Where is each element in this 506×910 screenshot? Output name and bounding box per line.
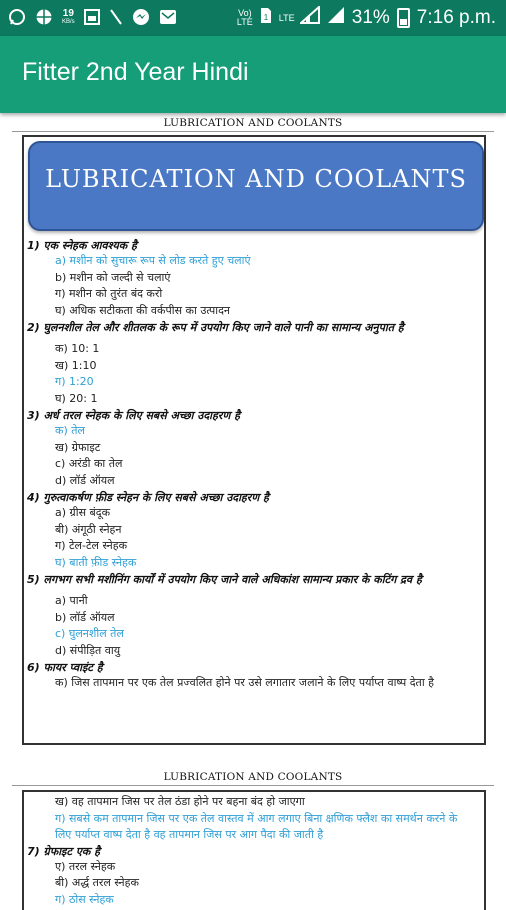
option-answer: ग) 1:20 <box>55 375 94 388</box>
option: a) पानी <box>55 594 88 607</box>
question: 2) घुलनशील तेल और शीतलक के रूप में उपयोग किए जाने वाले पानी का सामान्य अनुपात है <box>27 321 404 334</box>
data-speed-icon: 19 KB/s <box>62 8 75 25</box>
header-divider-2 <box>12 785 494 786</box>
volte-icon: Vo) LTE <box>236 8 253 27</box>
option: d) संपीड़ित वायु <box>55 643 121 657</box>
question: 5) लगभग सभी मशीनिंग कार्यों में उपयोग किए जाने वाले अधिकांश सामान्य प्रकार के कटिंग द्रव है <box>27 573 422 586</box>
option: ख) 1:10 <box>55 358 97 372</box>
option: ग) टेल-टेल स्नेहक <box>55 539 128 552</box>
option: घ) 20: 1 <box>55 391 98 405</box>
option: बी) अंगूठी स्नेहन <box>55 522 122 536</box>
clock: 7:16 p.m. <box>416 7 496 28</box>
option: क) 10: 1 <box>55 342 100 355</box>
option: a) ग्रीस बंदूक <box>55 506 111 519</box>
question-list <box>27 237 483 691</box>
option-answer: क) तेल <box>55 424 85 437</box>
lte-icon: LTE <box>278 12 295 23</box>
option: ख) वह तापमान जिस पर तेल ठंडा होने पर बहना बंद हो जाएगा <box>55 795 305 808</box>
option-answer: ग) ठोस स्नेहक <box>55 892 114 906</box>
option: ग) मशीन को तुरंत बंद करो <box>55 287 163 300</box>
option: बी) अर्द्ध तरल स्नेहक <box>55 876 139 889</box>
messenger-icon <box>132 8 150 29</box>
battery-percent: 31% <box>351 7 390 28</box>
option: d) लॉर्ड ऑयल <box>55 473 115 487</box>
email-icon <box>159 9 177 28</box>
option-answer: c) घुलनशील तेल <box>55 627 124 640</box>
option: b) मशीन को जल्दी से चलाएं <box>55 270 171 284</box>
question-list-2 <box>27 794 483 908</box>
signal-icon <box>300 6 320 30</box>
svg-text:1: 1 <box>263 12 268 22</box>
status-bar <box>0 0 506 36</box>
question: 4) गुरुत्वाकर्षण फ़ीड स्नेहन के लिए सबसे अच्छा उदाहरण है <box>27 491 269 504</box>
question: 7) ग्रेफाइट एक है <box>27 844 101 858</box>
whatsapp-icon <box>8 8 26 29</box>
image-icon <box>84 9 100 28</box>
option-answer: ग) सबसे कम तापमान जिस पर एक तेल वास्तव में आग लगाए बिना क्षणिक फ्लैश का समर्थन करने के लिए पर्याप्त वाष्प देता है वह तापमान जिस पर आग पैदा की जाती है <box>55 811 458 841</box>
option: घ) अधिक सटीकता की वर्कपीस का उत्पादन <box>55 303 231 317</box>
app-title: Fitter 2nd Year Hindi <box>22 58 249 86</box>
document-page-2[interactable] <box>22 790 486 910</box>
question: 6) फायर प्वाइंट है <box>27 661 103 674</box>
missed-call-icon <box>109 8 123 29</box>
page-header-2: LUBRICATION AND COOLANTS <box>163 771 343 783</box>
document-page[interactable] <box>22 135 486 745</box>
option-answer: a) मशीन को सुचारू रूप से लोड करते हुए चलाएं <box>55 254 251 267</box>
app-bar <box>0 36 506 113</box>
question: 3) अर्ध तरल स्नेहक के लिए सबसे अच्छा उदाहरण है <box>27 409 240 422</box>
option: क) जिस तापमान पर एक तेल प्रज्वलित होने पर उसे लगातार जलाने के लिए पर्याप्त वाष्प देता है <box>55 676 435 689</box>
page-header: LUBRICATION AND COOLANTS <box>163 117 343 129</box>
option: ए) तरल स्नेहक <box>55 859 116 873</box>
option: ख) ग्रेफाइट <box>55 440 101 454</box>
banner-title: LUBRICATION AND COOLANTS <box>45 165 467 193</box>
question: 1) एक स्नेहक आवश्यक है <box>27 239 137 252</box>
battery-icon <box>397 8 410 28</box>
option: b) लॉर्ड ऑयल <box>55 610 115 624</box>
title-banner <box>28 141 484 231</box>
sim-icon <box>260 7 272 30</box>
signal-icon-2 <box>327 6 345 30</box>
header-divider <box>12 131 494 132</box>
option-answer: घ) बाती फ़ीड स्नेहक <box>55 555 137 569</box>
globe-icon <box>35 8 53 29</box>
option: c) अरंडी का तेल <box>55 457 123 470</box>
